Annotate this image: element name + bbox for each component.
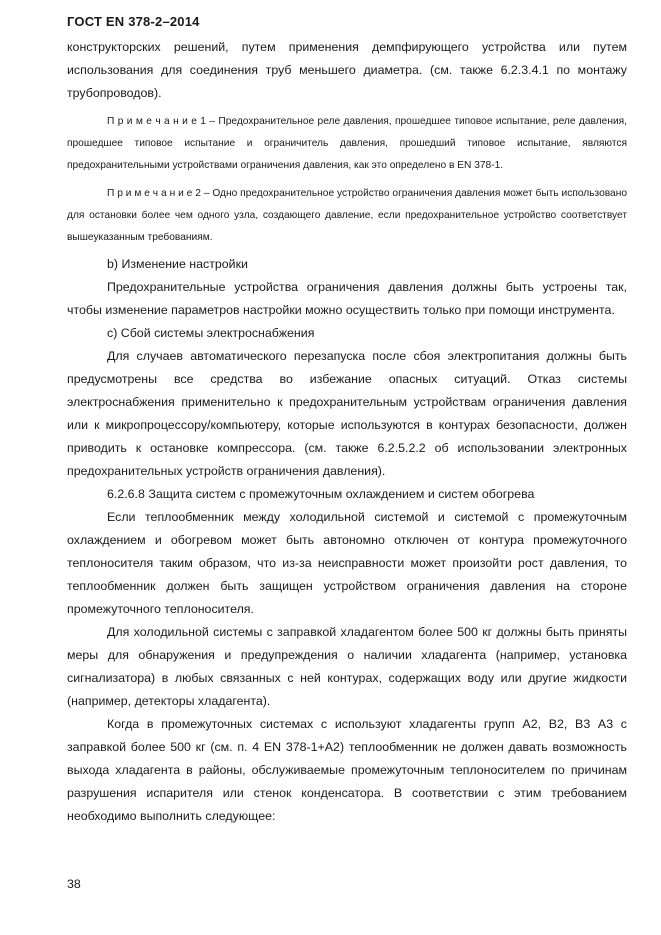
heading-b-settings-change: b) Изменение настройки — [107, 257, 248, 271]
note-2-text: – Одно предохранительное устройство ограничения давления может быть использовано для остановки более чем одного узла, создающего давление, если предохранительное устройство соответствует вышеуказанным требованиям. — [67, 188, 628, 243]
section-heading-6-2-6-8: 6.2.6.8 Защита систем с промежуточным охлаждением и систем обогрева — [107, 487, 535, 501]
heading-c-power-failure: c) Сбой системы электроснабжения — [107, 326, 315, 340]
note-1-text: – Предохранительное реле давления, прошедшее типовое испытание, реле давления, прошедшее типовое испытание и ограничитель давления, прошедший типовое испытание, являются предохранительными устройствами ограничения давления, как это определено в EN 378-1. — [67, 116, 627, 171]
note-1 — [67, 111, 627, 177]
document-header: ГОСТ EN 378-2–2014 — [67, 14, 200, 29]
note-2-label: П р и м е ч а н и е 2 — [107, 188, 201, 199]
page-body — [67, 36, 627, 828]
paragraph-c-text: Для случаев автоматического перезапуска после сбоя электропитания должны быть предусмотрены все средства во избежание опасных ситуаций. Отказ системы электроснабжения применительно к предохранительным устройствам ограничения давления или к микропроцессору/компьютеру, которые используются в контурах безопасности, должен приводить к остановке компрессора. (см. также 6.2.5.2.2 об использовании электронных предохранительных устройств ограничения давления). — [67, 349, 627, 478]
paragraph-b-text: Предохранительные устройства ограничения давления должны быть устроены так, чтобы изменение параметров настройки можно осуществить только при помощи инструмента. — [67, 280, 627, 317]
note-2 — [67, 183, 627, 249]
paragraph-6-2-6-8-2: Для холодильной системы с заправкой хладагентом более 500 кг должны быть приняты меры для обнаружения и предупреждения о наличии хладагента (например, установка сигнализатора) в любых связанных с ней контурах, содержащих воду или другие жидкости (например, детекторы хладагента). — [67, 625, 627, 708]
paragraph-6-2-6-8-1: Если теплообменник между холодильной системой и системой с промежуточным охлаждением и обогревом может быть автономно отключен от контура промежуточного теплоносителя таким образом, что из-за неисправности может произойти рост давления, то теплообменник должен быть защищен устройством ограничения давления на стороне промежуточного теплоносителя. — [67, 510, 627, 616]
paragraph-6-2-6-8-3: Когда в промежуточных системах с используют хладагенты групп А2, В2, В3 А3 с заправкой более 500 кг (см. п. 4 EN 378-1+А2) теплообменник не должен давать возможность выхода хладагента в районы, обслуживаемые промежуточным теплоносителем по причинам разрушения испарителя или стенок конденсатора. В соответствии с этим требованием необходимо выполнить следующее: — [67, 717, 627, 823]
note-1-label: П р и м е ч а н и е 1 — [107, 116, 206, 127]
paragraph-continuation: конструкторских решений, путем применения демпфирующего устройства или путем использования для соединения труб меньшего диаметра. (см. также 6.2.3.4.1 по монтажу трубопроводов). — [67, 40, 627, 100]
page-number: 38 — [67, 877, 81, 891]
